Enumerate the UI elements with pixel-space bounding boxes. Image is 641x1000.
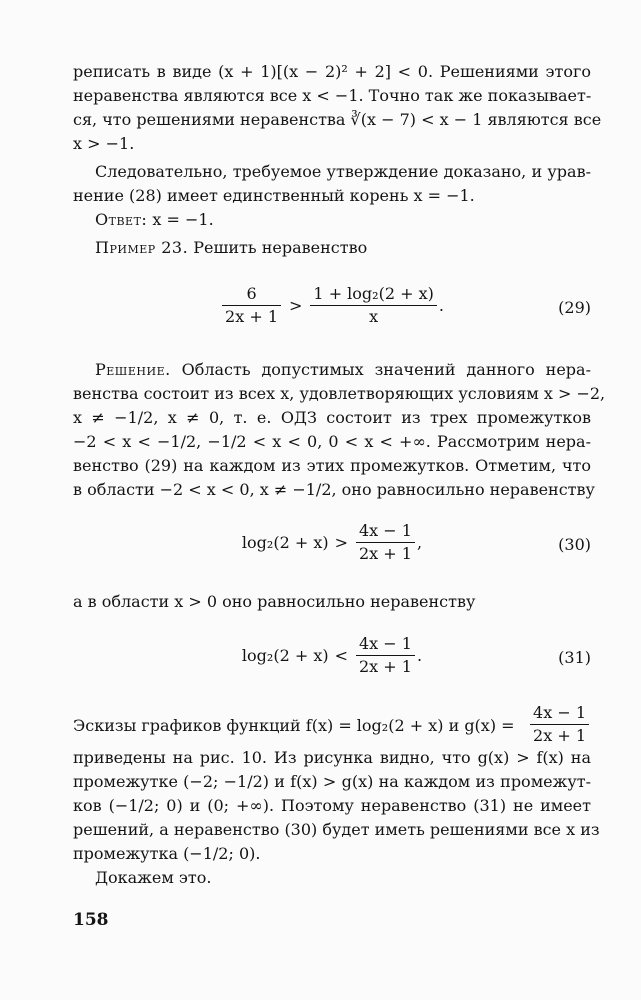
sketch-first-line-text: Эскизы графиков функций f(x) = log₂(2 + x) и g(x) =	[73, 716, 515, 735]
text-line: Докажем это.	[95, 868, 212, 887]
paragraph-conclusion	[73, 160, 591, 208]
denominator: 2x + 1	[222, 305, 281, 328]
answer-line	[73, 208, 591, 232]
denominator: 2x + 1	[356, 542, 415, 565]
equation-29	[73, 283, 591, 333]
solution-paragraph	[73, 358, 606, 502]
equation-punctuation: .	[416, 645, 423, 665]
text-line: x > −1.	[73, 134, 135, 153]
closing-line	[73, 866, 591, 890]
text-line: реписать в виде (x + 1)[(x − 2)² + 2] < 0. Решениями этого	[73, 62, 591, 81]
equation-31	[73, 633, 591, 683]
solution-label: Решение.	[95, 360, 171, 379]
text-line: ся, что решениями неравенства ∛(x − 7) < x − 1 являются все	[73, 110, 602, 129]
text-line: Следовательно, требуемое утверждение доказано, и урав-	[95, 162, 591, 181]
answer-label: Ответ:	[95, 210, 148, 229]
text-line: решений, а неравенство (30) будет иметь решениями все x из	[73, 820, 600, 839]
equation-number: (29)	[558, 298, 591, 317]
equation-number: (30)	[558, 535, 591, 554]
fraction	[222, 283, 281, 328]
text-line: венства состоит из всех x, удовлетворяющих условиям x > −2,	[73, 384, 606, 403]
equation-30	[73, 520, 591, 570]
solution-first-line: Область допустимых значений данного нера-	[181, 360, 591, 379]
text-line	[73, 358, 591, 382]
text-line: венство (29) на каждом из этих промежутков. Отметим, что	[73, 456, 591, 475]
sketch-first-line	[73, 702, 591, 746]
equation-punctuation: ,	[416, 532, 423, 552]
text-line: промежутке (−2; −1/2) и f(x) > g(x) на каждом из промежут-	[73, 772, 591, 791]
text-line: неравенства являются все x < −1. Точно так же показывает-	[73, 86, 592, 105]
paragraph-continued	[73, 60, 602, 156]
text-line: x ≠ −1/2, x ≠ 0, т. е. ОДЗ состоит из трех промежутков	[73, 408, 591, 427]
fraction	[310, 283, 436, 328]
page-number: 158	[73, 910, 109, 930]
equation-punctuation: .	[438, 295, 444, 315]
numerator: 4x − 1	[533, 703, 586, 722]
fraction	[356, 633, 415, 678]
numerator: 1 + log₂(2 + x)	[313, 284, 434, 303]
denominator: 2x + 1	[530, 724, 589, 747]
lhs-expression: log₂(2 + x)	[241, 645, 329, 665]
equation-number: (31)	[558, 648, 591, 667]
text-line: ков (−1/2; 0) и (0; +∞). Поэтому неравенство (31) не имеет	[73, 796, 591, 815]
example-label: Пример 23.	[95, 238, 189, 257]
text-line: −2 < x < −1/2, −1/2 < x < 0, 0 < x < +∞. Рассмотрим нера-	[73, 432, 591, 451]
example-text: Решить неравенство	[193, 238, 368, 257]
numerator: 4x − 1	[359, 634, 412, 653]
text-line: а в области x > 0 оно равносильно неравенству	[73, 592, 476, 611]
example-heading	[73, 236, 591, 260]
sketch-paragraph	[73, 702, 600, 866]
paragraph-between	[73, 590, 591, 614]
denominator: x	[310, 305, 436, 328]
relation-sign: <	[334, 645, 348, 665]
text-line: промежутка (−1/2; 0).	[73, 844, 261, 863]
relation-sign: >	[334, 532, 348, 552]
text-line: в области −2 < x < 0, x ≠ −1/2, оно равносильно неравенству	[73, 480, 595, 499]
denominator: 2x + 1	[356, 655, 415, 678]
text-line: приведены на рис. 10. Из рисунка видно, что g(x) > f(x) на	[73, 748, 591, 767]
g-fraction	[530, 702, 589, 747]
answer-text: x = −1.	[152, 210, 214, 229]
fraction	[356, 520, 415, 565]
numerator: 6	[246, 284, 257, 303]
lhs-expression: log₂(2 + x)	[241, 532, 329, 552]
text-line: нение (28) имеет единственный корень x = −1.	[73, 186, 475, 205]
numerator: 4x − 1	[359, 521, 412, 540]
relation-sign: >	[289, 295, 303, 315]
